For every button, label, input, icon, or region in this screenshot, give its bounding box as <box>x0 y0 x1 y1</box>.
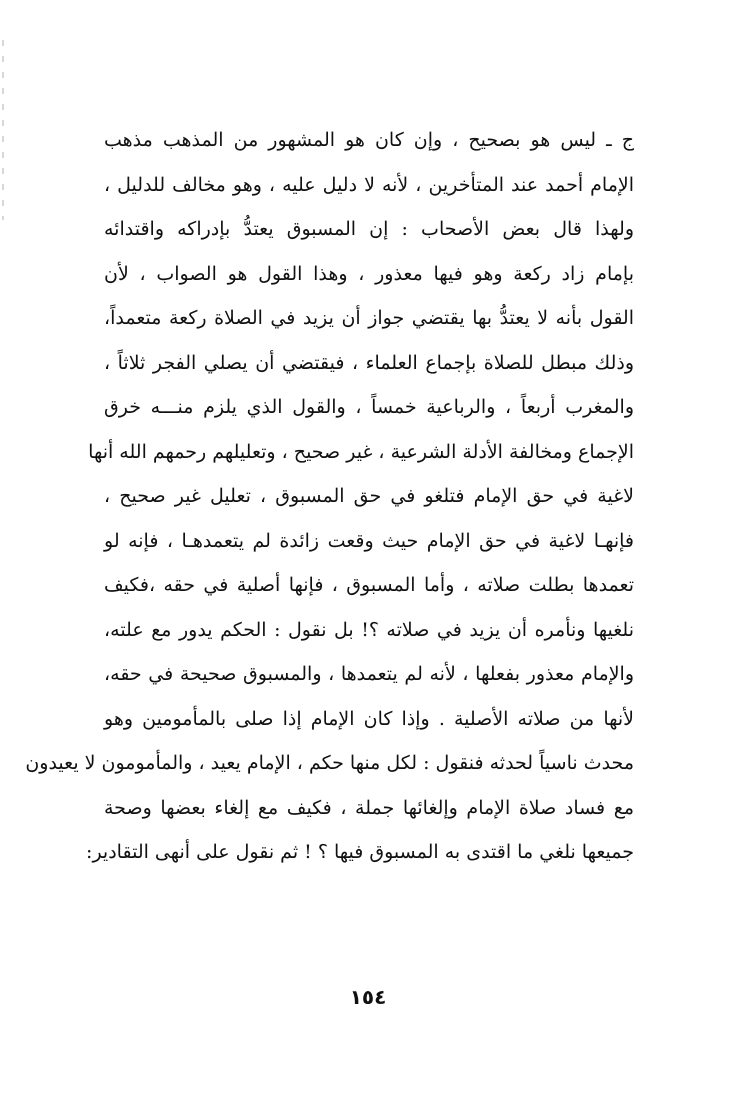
scan-edge-artifact <box>2 40 4 220</box>
text-line-13: والإمام معذور بفعلها ، لأنه لم يتعمدها ، والمسبوق صحيحة في حقه، <box>104 663 634 685</box>
text-line-2: الإمام أحمد عند المتأخرين ، لأنه لا دليل عليه ، وهو مخالف للدليل ، <box>104 173 634 196</box>
text-line-6: وذلك مبطل للصلاة بإجماع العلماء ، فيقتضي أن يصلي الفجر ثلاثاً ، <box>104 351 634 374</box>
text-line-3: ولهذا قال بعض الأصحاب : إن المسبوق يعتدُّ بإدراكه واقتدائه <box>104 218 634 240</box>
text-line-10: فإنهـا لاغية في حق الإمام حيث وقعت زائدة لم يتعمدهـا ، فإنه لو <box>104 529 634 552</box>
page-number: ١٥٤ <box>349 985 387 1009</box>
text-line-14: لأنها من صلاته الأصلية . وإذا كان الإمام إذا صلى بالمأمومين وهو <box>104 707 634 730</box>
text-line-9: لاغية في حق الإمام فتلغو في حق المسبوق ، تعليل غير صحيح ، <box>104 485 634 507</box>
text-line-16: مع فساد صلاة الإمام وإلغائها جملة ، فكيف مع إلغاء بعضها وصحة <box>104 796 634 819</box>
text-line-5: القول بأنه لا يعتدُّ بها يقتضي جواز أن يزيد في الصلاة ركعة متعمداً، <box>104 307 634 329</box>
main-paragraph <box>25 118 634 875</box>
text-line-1: ج ـ ليس هو بصحيح ، وإن كان هو المشهور من المذهب مذهب <box>104 129 634 151</box>
text-line-15: محدث ناسياً لحدثه فنقول : لكل منها حكم ، الإمام يعيد ، والمأمومون لا يعيدون <box>25 752 634 774</box>
text-line-11: تعمدها بطلت صلاته ، وأما المسبوق ، فإنها أصلية في حقه ،فكيف <box>104 574 634 596</box>
text-line-7: والمغرب أربعاً ، والرباعية خمساً ، والقول الذي يلزم منـــه خرق <box>104 396 634 418</box>
text-line-8: الإجماع ومخالفة الأدلة الشرعية ، غير صحيح ، وتعليلهم رحمهم الله أنها <box>88 440 634 463</box>
text-line-17: جميعها نلغي ما اقتدى به المسبوق فيها ؟ ! ثم نقول على أنهى التقادير: <box>86 841 634 863</box>
text-line-4: بإمام زاد ركعة وهو فيها معذور ، وهذا القول هو الصواب ، لأن <box>104 262 634 285</box>
text-line-12: نلغيها ونأمره أن يزيد في صلاته ؟! بل نقول : الحكم يدور مع علته، <box>104 618 634 641</box>
